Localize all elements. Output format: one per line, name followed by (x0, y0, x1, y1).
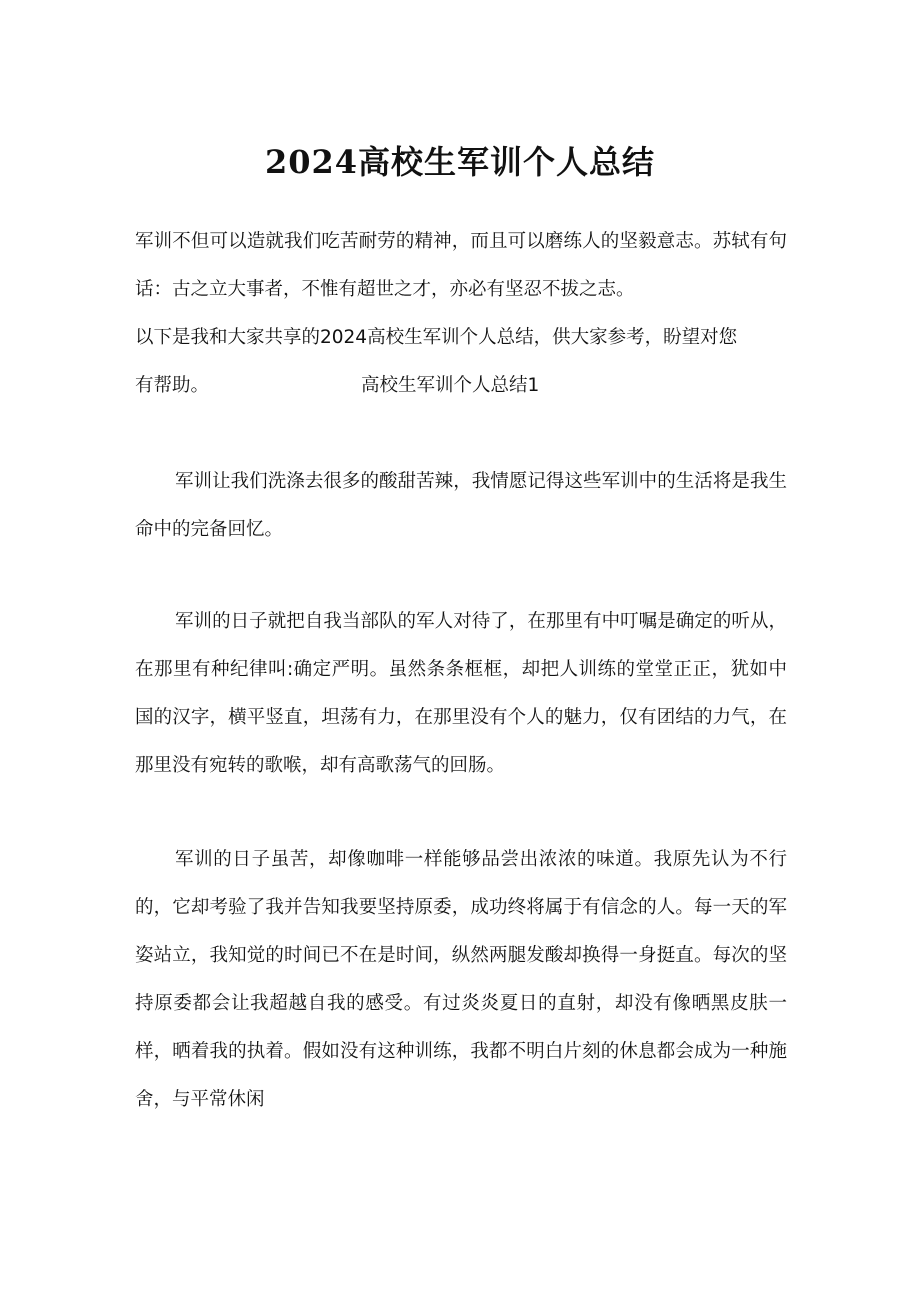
intro-sharing-line: 以下是我和大家共享的2024高校生军训个人总结，供大家参考，盼望对您 (135, 327, 738, 348)
body-paragraph-3: 军训的日子虽苦，却像咖啡一样能够品尝出浓浓的味道。我原先认为不行的，它却考验了我并告知我要坚持原委，成功终将属于有信念的人。每一天的军姿站立，我知觉的时间已不在是时间，纵然两腿发酸却换得一身挺直。每次的坚持原委都会让我超越自我的感受。有过炎炎夏日的直射，却没有像晒黑皮肤一样，晒着我的执着。假如没有这种训练，我都不明白片刻的休息都会成为一种施舍，与平常休闲 (135, 849, 787, 1110)
intro-sharing-text-end: 有帮助。 (135, 375, 210, 396)
body-paragraph-2: 军训的日子就把自我当部队的军人对待了，在那里有中叮嘱是确定的听从，在那里有种纪律叫:确定严明。虽然条条框框，却把人训练的堂堂正正，犹如中国的汉字，横平竖直，坦荡有力，在那里没有个人的魅力，仅有团结的力气，在那里没有宛转的歌喉，却有高歌荡气的回肠。 (135, 611, 787, 776)
section-heading: 高校生军训个人总结1 (361, 375, 540, 396)
intro-sharing-line-end (135, 362, 795, 410)
body-paragraph-1: 军训让我们洗涤去很多的酸甜苦辣，我情愿记得这些军训中的生活将是我生命中的完备回忆。 (135, 471, 787, 540)
document-title: 2024高校生军训个人总结 (264, 143, 656, 181)
intro-paragraph: 军训不但可以造就我们吃苦耐劳的精神，而且可以磨练人的坚毅意志。苏轼有句话：古之立大事者，不惟有超世之才，亦必有坚忍不拔之志。 (135, 231, 787, 300)
